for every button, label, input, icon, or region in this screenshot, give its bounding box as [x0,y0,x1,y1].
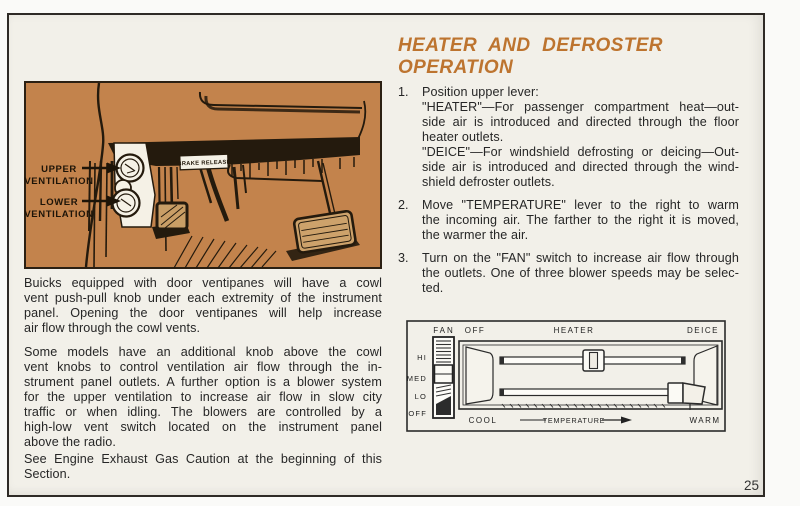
temperature-scale-labels [469,416,721,425]
upper-ventilation-label-line1: UPPER [41,164,77,175]
temperature-slider-track [500,389,674,396]
panel-bottom-texture [502,404,665,408]
fan-off-label: OFF [408,409,427,418]
brake-release-label: BRAKE RELEASE [177,159,231,168]
panel-left-wedge [466,347,493,404]
temperature-label: TEMPERATURE [542,416,606,425]
warm-label: WARM [689,416,721,425]
step-3-number: 3. [398,251,409,265]
fan-med-label: MED [406,374,427,383]
heater-position-label: HEATER [553,326,595,335]
step-1-number: 1. [398,85,409,99]
numbered-steps [398,85,739,304]
page-number: 25 [743,478,759,493]
lower-ventilation-label-line1: LOWER [39,197,79,208]
paragraph-exhaust-caution: See Engine Exhaust Gas Caution at the beginning of this Section. [24,452,382,481]
manual-page [7,13,765,497]
heater-control-diagram [406,320,726,432]
section-heading-line2: OPERATION [398,57,514,78]
step-2 [398,198,739,243]
step-2-number: 2. [398,198,409,212]
fan-switch [433,337,454,418]
heater-control-art [406,320,726,432]
upper-lever [583,350,604,371]
fan-label: FAN [433,326,455,335]
step-1 [398,85,739,190]
upper-ventilation-label-line2: VENTILATION [24,176,94,187]
brake-release-plate [177,154,231,170]
off-position-label: OFF [464,326,486,335]
fan-hi-label: HI [417,353,427,362]
ventilation-illustration [24,81,382,269]
cool-label: COOL [468,416,498,425]
fan-lo-label: LO [414,392,427,401]
deice-position-label: DEICE [687,326,719,335]
fan-speed-labels [407,353,427,418]
step-3 [398,251,739,296]
step-2-text: Move "TEMPERATURE" lever to the right to warm the incoming air. The farther to the right it is moved, the warmer the air. [422,198,739,242]
temperature-lever [668,383,705,410]
step-3-text: Turn on the "FAN" switch to increase air flow through the outlets. One of three blower speeds may be selec- ted. [422,251,739,295]
upper-lever-position-labels [465,326,719,335]
ventilation-illustration-art [24,81,382,269]
temperature-arrow [602,417,632,424]
paragraph-additional-knob: Some models have an additional knob above the cowl vent knobs to control ventilation air flow through the in- strument panel outlets. A further option is a blower system for the upper ventilation to increase air flow in slow city traffic or when idling. The blowers are controlled by a high-low vent switch located on the instrument panel above the radio. [24,345,382,449]
section-heading [398,35,743,79]
section-heading-line1: HEATER AND DEFROSTER [398,35,663,56]
paragraph-ventipanes: Buicks equipped with door ventipanes will have a cowl vent push-pull knob under each extremity of the instrument panel. Opening the door ventipanes will help increase air flow through the cowl vents. [24,276,382,335]
step-1-text: Position upper lever: "HEATER"—For passenger compartment heat—out- side air is introduced and directed through the floor heater outlets. "DEICE"—For windshield defrosting or deicing—Out- side air is introduced and directed through the wind- shield defroster outlets. [422,85,739,189]
lower-ventilation-label-line2: VENTILATION [24,209,94,220]
brake-pedal [157,203,187,229]
accelerator-pedal [294,211,357,254]
